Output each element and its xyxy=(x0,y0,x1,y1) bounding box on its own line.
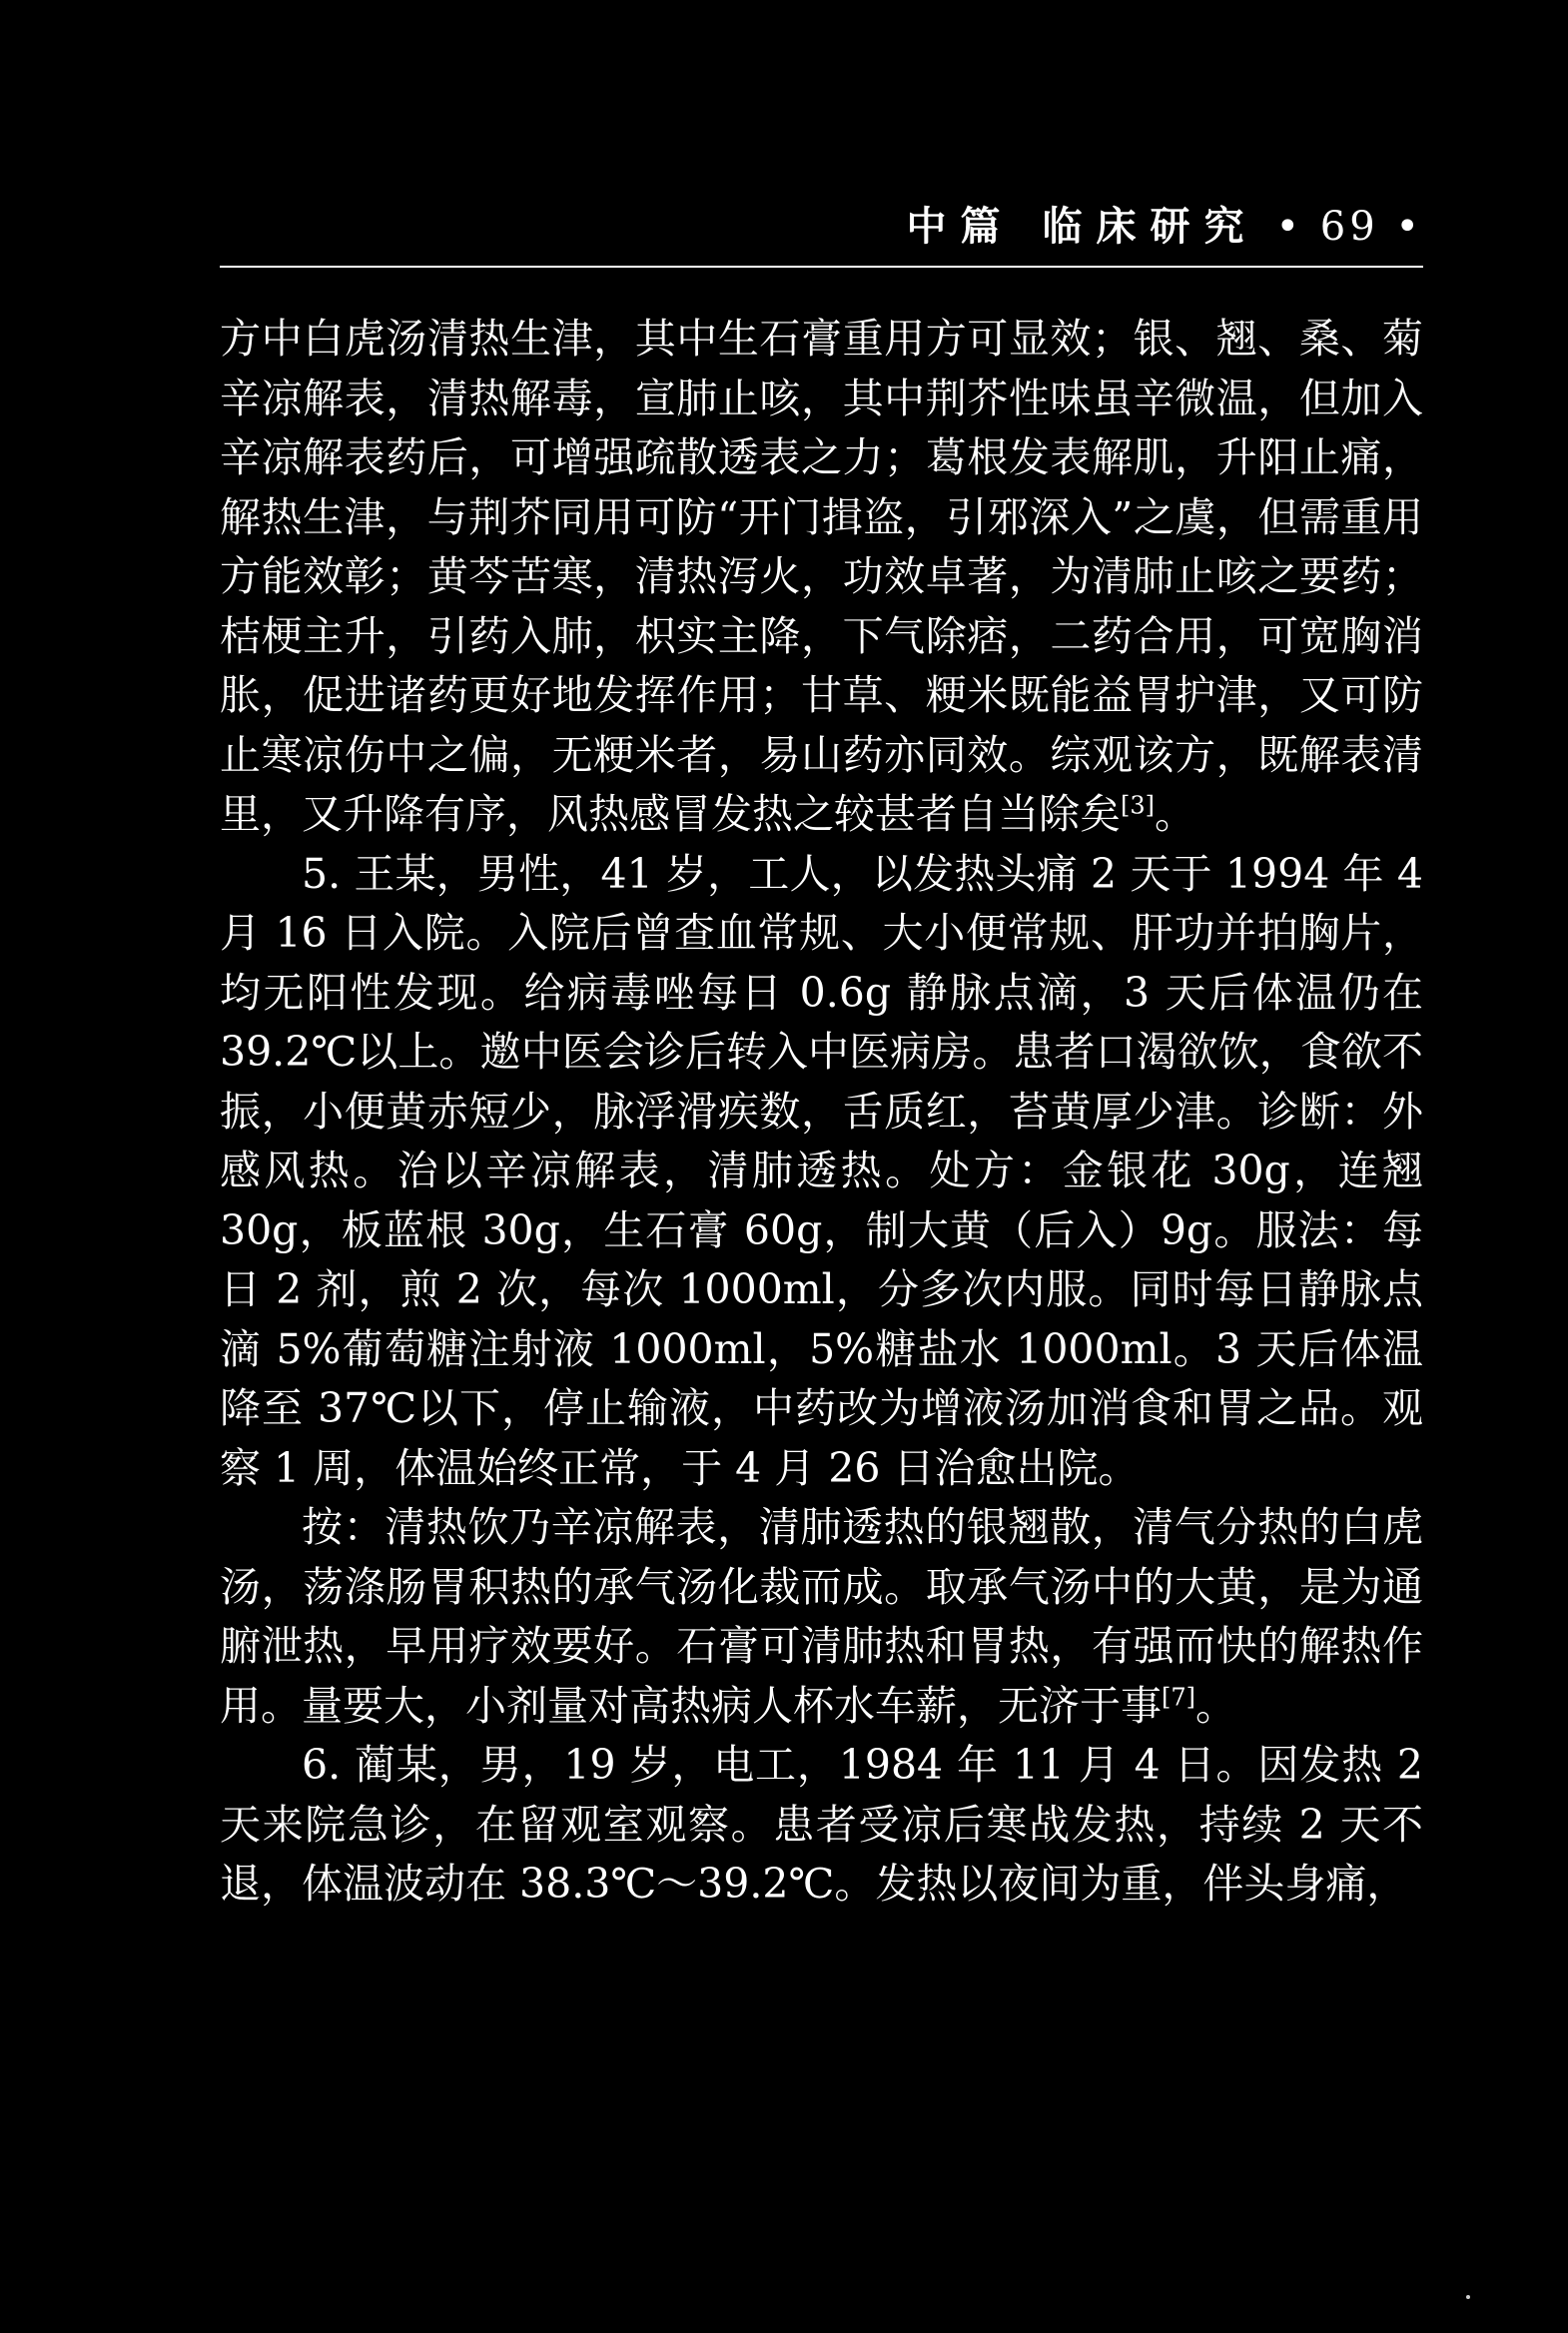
paragraph-case-5: 5. 王某，男性，41 岁，工人，以发热头痛 2 天于 1994 年 4 月 16 日入院。入院后曾查血常规、大小便常规、肝功并拍胸片，均无阳性发现。给病毒唑每日 0.6g 静脉点滴，3 天后体温仍在 39.2℃以上。邀中医会诊后转入中医病房。患者口渴欲饮，食欲不振，小便黄赤短少，脉浮滑疾数，舌质红，苔黄厚少津。诊断：外感风热。治以辛凉解表，清肺透热。处方：金银花 30g，连翘 30g，板蓝根 30g，生石膏 60g，制大黄（后入）9g。服法：每日 2 剂，煎 2 次，每次 1000ml，分多次内服。同时每日静脉点滴 5%葡萄糖注射液 1000ml，5%糖盐水 1000ml。3 天后体温降至 37℃以下，停止输液，中药改为增液汤加消食和胃之品。观察 1 周，体温始终正常，于 4 月 26 日治愈出院。 xyxy=(220,849,1423,1492)
body-text xyxy=(220,310,1423,1915)
page-number: • 69 • xyxy=(1275,204,1423,250)
header-title: 中篇 临床研究 xyxy=(906,203,1258,250)
paragraph-case-6: 6. 蔺某，男，19 岁，电工，1984 年 11 月 4 日。因发热 2 天来院急诊，在留观室观察。患者受凉后寒战发热，持续 2 天不退，体温波动在 38.3℃～39.2℃。发热以夜间为重，伴头身痛， xyxy=(220,1741,1423,1908)
citation-ref: [7] xyxy=(1162,1682,1195,1711)
running-header xyxy=(220,195,1423,255)
header-rule xyxy=(220,266,1423,268)
scan-speck xyxy=(1466,2295,1470,2299)
paragraph-formula-analysis: 方中白虎汤清热生津，其中生石膏重用方可显效；银、翘、桑、菊辛凉解表，清热解毒，宣肺止咳，其中荆芥性味虽辛微温，但加入辛凉解表药后，可增强疏散透表之力；葛根发表解肌，升阳止痛，解热生津，与荆芥同用可防“开门揖盗，引邪深入”之虞，但需重用方能效彰；黄芩苦寒，清热泻火，功效卓著，为清肺止咳之要药；桔梗主升，引药入肺，枳实主降，下气除痞，二药合用，可宽胸消胀，促进诸药更好地发挥作用；甘草、粳米既能益胃护津，又可防止寒凉伤中之偏，无粳米者，易山药亦同效。综观该方，既解表清里，又升降有序，风热感冒发热之较甚者自当除矣[3]。 xyxy=(220,315,1423,838)
citation-ref: [3] xyxy=(1121,791,1155,820)
paragraph-commentary: 按：清热饮乃辛凉解表，清肺透热的银翘散，清气分热的白虎汤，荡涤肠胃积热的承气汤化裁而成。取承气汤中的大黄，是为通腑泄热，早用疗效要好。石膏可清肺热和胃热，有强而快的解热作用。量要大，小剂量对高热病人杯水车薪，无济于事[7]。 xyxy=(220,1503,1423,1730)
